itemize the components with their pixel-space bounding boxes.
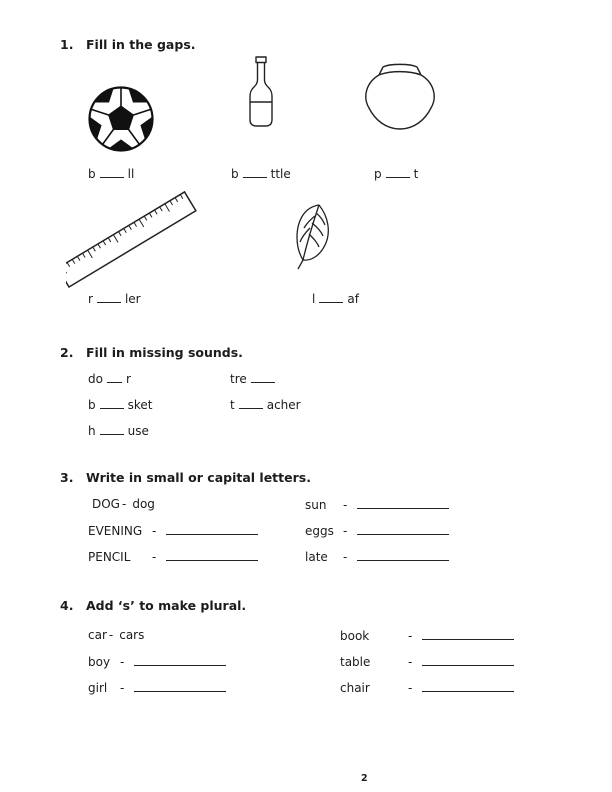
item-word: DOG xyxy=(92,497,120,511)
plural-item xyxy=(340,654,518,669)
dash: - xyxy=(343,498,348,512)
answer-blank xyxy=(134,680,226,692)
item-word: book xyxy=(340,629,370,643)
item-answer: dog xyxy=(132,497,155,511)
gap-pre: b xyxy=(88,398,96,412)
gap-post: acher xyxy=(266,398,301,412)
gap-item-ruler xyxy=(88,291,141,306)
answer-blank xyxy=(422,680,514,692)
answer-blank xyxy=(107,371,122,383)
page-number: 2 xyxy=(361,773,368,784)
dash: - xyxy=(343,524,348,538)
section3-number: 3. xyxy=(60,470,74,485)
convert-item xyxy=(305,549,453,564)
sound-item xyxy=(88,397,153,412)
sound-item xyxy=(88,423,149,438)
item-word: eggs xyxy=(305,524,334,538)
answer-blank xyxy=(166,549,258,561)
gap-pre: h xyxy=(88,424,96,438)
plural-item xyxy=(88,680,230,695)
dash: - xyxy=(152,524,157,538)
answer-blank xyxy=(100,166,124,178)
gap-pre: b xyxy=(231,167,239,181)
section2-title: Fill in missing sounds. xyxy=(86,345,243,360)
section4-number: 4. xyxy=(60,598,74,613)
sound-item xyxy=(230,397,301,412)
gap-post: ttle xyxy=(270,167,291,181)
convert-item xyxy=(305,497,453,512)
convert-item xyxy=(305,523,453,538)
answer-blank xyxy=(239,397,263,409)
dash: - xyxy=(343,550,348,564)
gap-post: af xyxy=(347,292,359,306)
section3-heading xyxy=(60,470,311,485)
dash: - xyxy=(120,655,125,669)
gap-pre: do xyxy=(88,372,103,386)
section2-number: 2. xyxy=(60,345,74,360)
answer-blank xyxy=(422,628,514,640)
ruler-icon xyxy=(66,190,201,290)
plural-item xyxy=(88,654,230,669)
answer-blank xyxy=(243,166,267,178)
item-word: car xyxy=(88,628,107,642)
pot-icon xyxy=(360,62,440,134)
answer-blank xyxy=(100,397,124,409)
gap-pre: r xyxy=(88,292,93,306)
gap-pre: tre xyxy=(230,372,247,386)
answer-blank xyxy=(251,371,275,383)
gap-pre: p xyxy=(374,167,382,181)
answer-blank xyxy=(97,291,121,303)
section1-heading xyxy=(60,37,196,52)
convert-example xyxy=(92,497,155,511)
section4-heading xyxy=(60,598,246,613)
item-word: girl xyxy=(88,681,108,695)
answer-blank xyxy=(357,523,449,535)
gap-post: use xyxy=(127,424,149,438)
gap-item-leaf xyxy=(312,291,359,306)
dash: - xyxy=(408,655,413,669)
section1-number: 1. xyxy=(60,37,74,52)
bottle-icon xyxy=(244,56,278,128)
section4-title: Add ‘s’ to make plural. xyxy=(86,598,247,613)
gap-pre: t xyxy=(230,398,235,412)
dash: - xyxy=(152,550,157,564)
item-word: PENCIL xyxy=(88,550,131,564)
gap-pre: b xyxy=(88,167,96,181)
sound-item xyxy=(230,371,279,386)
answer-blank xyxy=(319,291,343,303)
gap-post: ll xyxy=(127,167,135,181)
gap-post: ler xyxy=(124,292,141,306)
dash: - xyxy=(121,497,127,511)
leaf-icon xyxy=(286,203,334,271)
item-word: boy xyxy=(88,655,111,669)
answer-blank xyxy=(100,423,124,435)
answer-blank xyxy=(386,166,410,178)
item-word: sun xyxy=(305,498,327,512)
gap-item-bottle xyxy=(231,166,291,181)
answer-blank xyxy=(166,523,258,535)
gap-pre: l xyxy=(312,292,316,306)
item-answer: cars xyxy=(119,628,145,642)
convert-item xyxy=(88,549,262,564)
dash: - xyxy=(408,681,413,695)
section2-heading xyxy=(60,345,243,360)
gap-post: r xyxy=(125,372,131,386)
answer-blank xyxy=(134,654,226,666)
gap-item-ball xyxy=(88,166,134,181)
section1-title: Fill in the gaps. xyxy=(86,37,196,52)
item-word: table xyxy=(340,655,371,669)
convert-item xyxy=(88,523,262,538)
sound-item xyxy=(88,371,131,386)
gap-post: sket xyxy=(127,398,153,412)
plural-example xyxy=(88,628,144,642)
plural-item xyxy=(340,680,518,695)
gap-post: t xyxy=(413,167,419,181)
dash: - xyxy=(108,628,114,642)
answer-blank xyxy=(422,654,514,666)
plural-item xyxy=(340,628,518,643)
item-word: late xyxy=(305,550,328,564)
item-word: EVENING xyxy=(88,524,143,538)
dash: - xyxy=(120,681,125,695)
gap-item-pot xyxy=(374,166,418,181)
soccer-ball-icon xyxy=(86,84,156,154)
answer-blank xyxy=(357,549,449,561)
answer-blank xyxy=(357,497,449,509)
item-word: chair xyxy=(340,681,370,695)
section3-title: Write in small or capital letters. xyxy=(86,470,311,485)
dash: - xyxy=(408,629,413,643)
